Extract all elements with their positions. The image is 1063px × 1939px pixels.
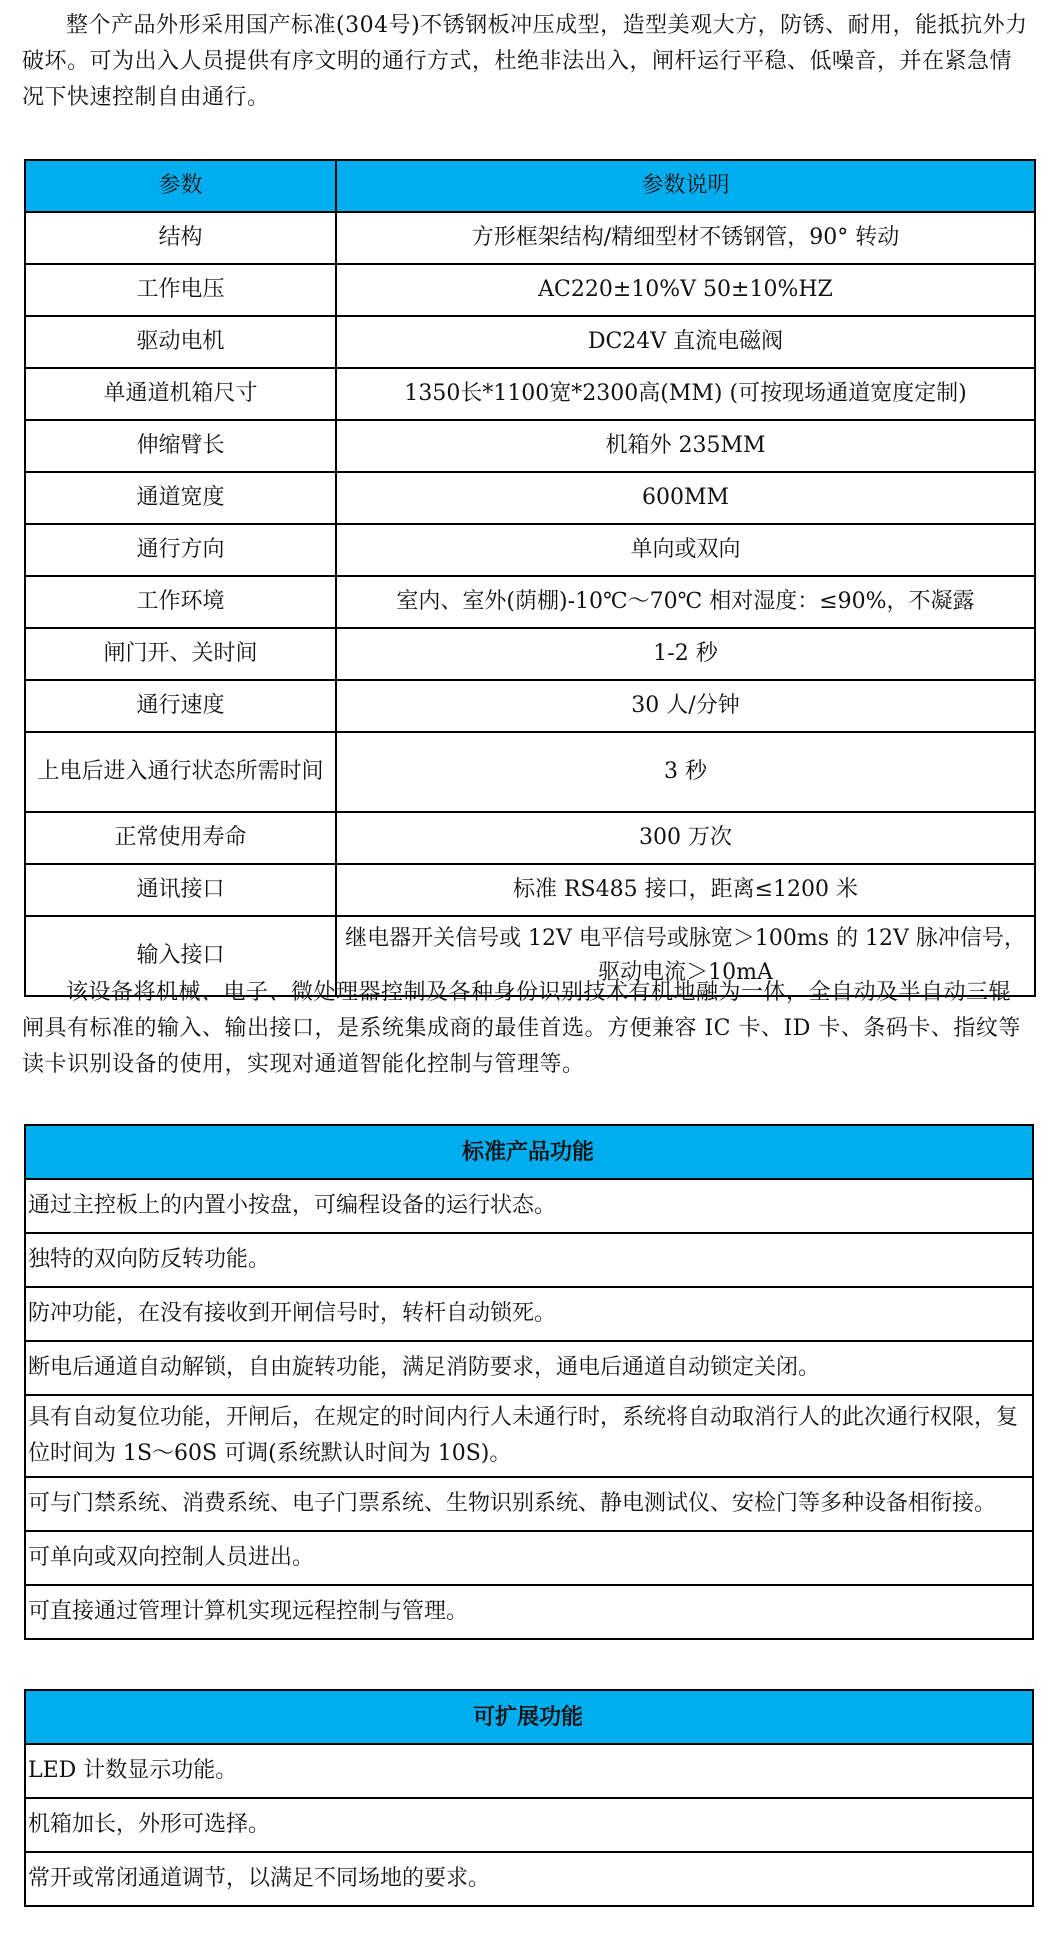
spec-header-desc: 参数说明	[336, 160, 1035, 212]
standard-features-table	[24, 1124, 1034, 1640]
spec-param: 结构	[25, 212, 336, 264]
feature-text: 通过主控板上的内置小按盘，可编程设备的运行状态。	[25, 1179, 1033, 1233]
table-row	[25, 264, 1035, 316]
spec-value: 室内、室外(荫棚)-10℃～70℃ 相对湿度：≤90%，不凝露	[336, 576, 1035, 628]
list-item	[25, 1798, 1033, 1852]
spec-value: 300 万次	[336, 812, 1035, 864]
spec-param: 驱动电机	[25, 316, 336, 368]
intro-paragraph: 整个产品外形采用国产标准(304号)不锈钢板冲压成型，造型美观大方，防锈、耐用，能抵抗外力破坏。可为出入人员提供有序文明的通行方式，杜绝非法出入，闸杆运行平稳、低噪音，并在紧急情况下快速控制自由通行。	[22, 13, 1028, 110]
feature-text: 可与门禁系统、消费系统、电子门票系统、生物识别系统、静电测试仪、安检门等多种设备相衔接。	[25, 1477, 1033, 1531]
spec-value: 继电器开关信号或 12V 电平信号或脉宽＞100ms 的 12V 脉冲信号，驱动电流＞10mA	[336, 916, 1035, 996]
table-row	[25, 628, 1035, 680]
spec-value: 机箱外 235MM	[336, 420, 1035, 472]
list-item	[25, 1341, 1033, 1395]
spec-value: 标准 RS485 接口，距离≤1200 米	[336, 864, 1035, 916]
list-item	[25, 1477, 1033, 1531]
spec-param: 闸门开、关时间	[25, 628, 336, 680]
feature-text: 独特的双向防反转功能。	[25, 1233, 1033, 1287]
spec-param: 上电后进入通行状态所需时间	[25, 732, 336, 812]
feature-text: 机箱加长，外形可选择。	[25, 1798, 1033, 1852]
table-row	[25, 680, 1035, 732]
spec-header-param: 参数	[25, 160, 336, 212]
spec-param: 通行方向	[25, 524, 336, 576]
spec-value: 方形框架结构/精细型材不锈钢管，90° 转动	[336, 212, 1035, 264]
spec-value: 1350长*1100宽*2300高(MM) (可按现场通道宽度定制)	[336, 368, 1035, 420]
spec-value: 600MM	[336, 472, 1035, 524]
spec-value: AC220±10%V 50±10%HZ	[336, 264, 1035, 316]
extended-features-header-row	[25, 1690, 1033, 1744]
standard-features-header-row	[25, 1125, 1033, 1179]
table-row	[25, 472, 1035, 524]
spec-table	[24, 159, 1036, 997]
table-row	[25, 212, 1035, 264]
list-item	[25, 1585, 1033, 1639]
table-row	[25, 732, 1035, 812]
extended-features-table	[24, 1689, 1034, 1907]
table-row	[25, 576, 1035, 628]
spec-value: 3 秒	[336, 732, 1035, 812]
spec-param: 伸缩臂长	[25, 420, 336, 472]
extended-features-title: 可扩展功能	[25, 1690, 1033, 1744]
spec-param: 工作环境	[25, 576, 336, 628]
list-item	[25, 1179, 1033, 1233]
spec-param: 通讯接口	[25, 864, 336, 916]
feature-text: 可直接通过管理计算机实现远程控制与管理。	[25, 1585, 1033, 1639]
spec-table-header-row	[25, 160, 1035, 212]
list-item	[25, 1852, 1033, 1906]
table-row	[25, 812, 1035, 864]
spec-param: 输入接口	[25, 916, 336, 996]
table-row	[25, 420, 1035, 472]
list-item	[25, 1531, 1033, 1585]
list-item	[25, 1744, 1033, 1798]
spec-value: 1-2 秒	[336, 628, 1035, 680]
spec-param: 通道宽度	[25, 472, 336, 524]
spec-param: 通行速度	[25, 680, 336, 732]
list-item	[25, 1395, 1033, 1477]
feature-text: LED 计数显示功能。	[25, 1744, 1033, 1798]
feature-text: 常开或常闭通道调节，以满足不同场地的要求。	[25, 1852, 1033, 1906]
spec-param: 单通道机箱尺寸	[25, 368, 336, 420]
spec-value: 30 人/分钟	[336, 680, 1035, 732]
feature-text: 具有自动复位功能，开闸后，在规定的时间内行人未通行时，系统将自动取消行人的此次通行权限，复位时间为 1S～60S 可调(系统默认时间为 10S)。	[25, 1395, 1033, 1477]
spec-param: 正常使用寿命	[25, 812, 336, 864]
spec-value: 单向或双向	[336, 524, 1035, 576]
feature-text: 断电后通道自动解锁，自由旋转功能，满足消防要求，通电后通道自动锁定关闭。	[25, 1341, 1033, 1395]
table-row	[25, 368, 1035, 420]
middle-paragraph: 该设备将机械、电子、微处理器控制及各种身份识别技术有机地融为一体，全自动及半自动三辊闸具有标准的输入、输出接口，是系统集成商的最佳首选。方便兼容 IC 卡、ID 卡、条码卡、指纹等读卡识别设备的使用，实现对通道智能化控制与管理等。	[22, 980, 1021, 1077]
table-row	[25, 524, 1035, 576]
table-row	[25, 864, 1035, 916]
table-row	[25, 316, 1035, 368]
feature-text: 防冲功能，在没有接收到开闸信号时，转杆自动锁死。	[25, 1287, 1033, 1341]
standard-features-title: 标准产品功能	[25, 1125, 1033, 1179]
spec-value: DC24V 直流电磁阀	[336, 316, 1035, 368]
feature-text: 可单向或双向控制人员进出。	[25, 1531, 1033, 1585]
list-item	[25, 1287, 1033, 1341]
list-item	[25, 1233, 1033, 1287]
spec-param: 工作电压	[25, 264, 336, 316]
